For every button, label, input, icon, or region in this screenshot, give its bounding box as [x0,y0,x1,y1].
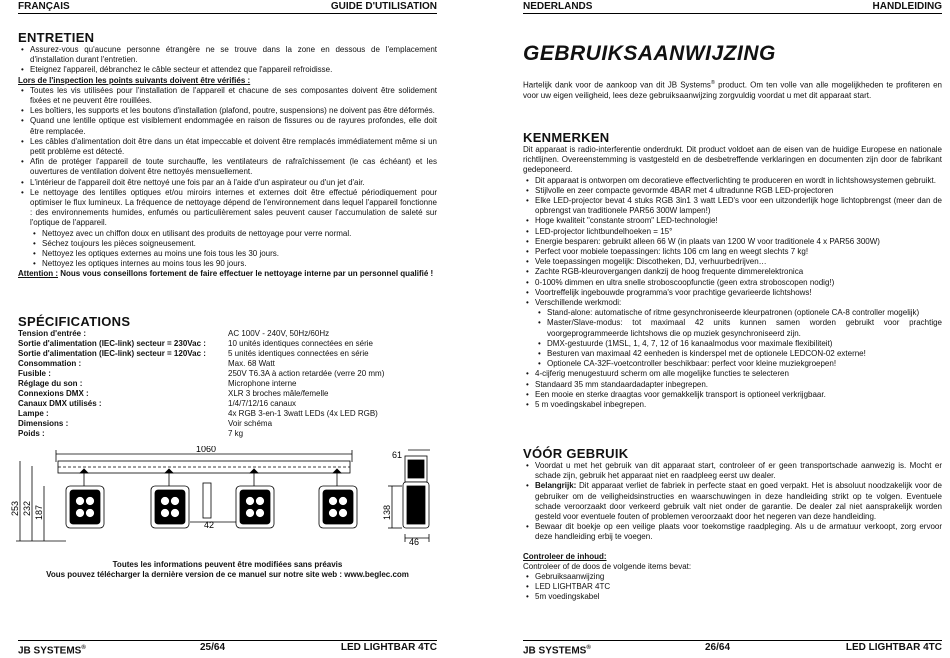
specs-section [18,314,437,439]
list-item: • 5m voedingskabel [535,592,942,602]
list-item: • Dit apparaat is ontworpen om decoratieve effectverlichting te produceren en wordt in lichtshowsystemen gebruikt. [535,176,942,186]
footer-brand [18,641,86,658]
spec-row [18,419,384,429]
header-language: FRANÇAIS [18,1,70,12]
list-item: • DMX-gestuurde (1MSL, 1, 4, 7, 12 of 16 kanaalmodus voor maximale flexibiliteit) [547,339,942,349]
spec-row [18,389,384,399]
specs-table [18,329,384,439]
features-list-continued [523,369,942,410]
right-page [505,0,950,657]
list-item [535,481,942,522]
list-item: • Séchez toujours les pièces soigneusement. [42,239,437,249]
notice-line-1: Toutes les informations peuvent être modifiées sans préavis [112,560,343,569]
important-label: Belangrijk: [535,481,577,491]
inspection-heading: Lors de l'inspection les points suivants doivent être vérifiés : [18,75,251,85]
height-label-232: 232 [22,500,32,516]
list-item: • Verschillende werkmodi: [535,298,942,308]
spec-key: Poids : [18,429,45,438]
spec-value: Voir schéma [228,419,273,428]
work-modes-list [523,308,942,369]
spec-row [18,359,384,369]
spec-key: Canaux DMX utilisés : [18,399,102,408]
header-title: HANDLEIDING [872,1,942,12]
list-item: • Nettoyez les optiques externes au moins une fois tous les 30 jours. [42,249,437,259]
projector-1 [66,473,104,528]
section-title: VÓÓR GEBRUIK [523,446,629,461]
gap-label: 42 [204,520,215,530]
list-item: • Afin de protéger l'appareil de toute surchauffe, les ventilateurs de rafraîchissement (le cas échéant) et les ouvertures de ventilation doivent être nettoyés mensuellement. [30,157,437,177]
brand-text: JB SYSTEMS [523,645,587,657]
list-item: • Zachte RGB-kleurovergangen dankzij de hoog frequente dimmerelektronica [535,267,942,277]
projector-4 [319,473,357,528]
height-label-187: 187 [34,504,44,520]
features-list [523,176,942,309]
side-top-label: 61 [392,450,403,460]
intro-paragraph [523,78,942,101]
spec-row [18,339,384,349]
section-title: KENMERKEN [523,130,610,145]
registered-mark: ® [586,645,591,651]
spec-value: 250V T6.3A à action retardée (verre 20 mm) [228,369,385,378]
list-item: • Hoge kwaliteit "constante stroom" LED-technologie! [535,216,942,226]
entretien-list [18,45,437,76]
spec-key: Dimensions : [18,419,69,428]
projector-3 [236,473,274,528]
spec-row [18,409,384,419]
spec-key: Lampe : [18,409,49,418]
list-item: • Gebruiksaanwijzing [535,572,942,582]
spec-row [18,329,384,339]
list-item: • Stand-alone: automatische of ritme gesynchroniseerde kleurpatronen (optionele CA-8 controller mogelijk) [547,308,942,318]
list-item: • Les boîtiers, les supports et les boutons d'installation (plafond, poutre, suspensions) ne doivent pas être déformés. [30,106,437,116]
footer-model: LED LIGHTBAR 4TC [845,642,942,653]
side-height-label: 138 [382,504,392,520]
list-item: • Quand une lentille optique est visiblement endommagée en raison de fissures ou de rayures profondes, elle doit être remplacée. [30,116,437,136]
spec-value: 4x RGB 3-en-1 3watt LEDs (4x LED RGB) [228,409,378,418]
list-item: • Bewaar dit boekje op een veilige plaats voor toekomstige raadpleging. Als u de armatuur verkoopt, zorg ervoor deze handleiding erbij te voegen. [535,522,942,542]
registered-mark: ® [81,645,86,651]
footer-page-number: 26/64 [705,642,731,653]
list-item: • Eteignez l'appareil, débranchez le câble secteur et attendez que l'appareil refroidisse. [30,65,437,75]
spec-value: Max. 68 Watt [228,359,275,368]
entretien-section [18,30,437,280]
notice [18,560,437,580]
header-title: GUIDE D'UTILISATION [330,1,437,12]
spec-row [18,429,384,439]
spec-row [18,379,384,389]
list-item: • Voortreffelijk ingebouwde programma's voor prachtige gevarieerde lichtshows! [535,288,942,298]
list-item: • Les câbles d'alimentation doit être dans un état impeccable et doivent être remplacés immédiatement même si un petit problème est détecté. [30,137,437,157]
list-item: • Voordat u met het gebruik van dit apparaat start, controleer of er geen transportschade aanwezig is. Mocht er schade zijn, gebruik het apparaat niet en raadpleeg eerst uw dealer. [535,461,942,481]
spec-value: 10 unités identiques connectées en série [228,339,373,348]
list-item: • Nettoyez avec un chiffon doux en utilisant des produits de nettoyage pour verre normal. [42,229,437,239]
list-item: • Standaard 35 mm standaardadapter inbegrepen. [535,380,942,390]
list-item: • Elke LED-projector bevat 4 stuks RGB 3in1 3 watt LED's voor een uitzonderlijk hoge lichtopbrengst (meer dan de opbrengst van traditionele PAR56 300W lampen!) [535,196,942,216]
page-header [523,0,942,14]
list-item: • Toutes les vis utilisées pour l'installation de l'appareil et chacune de ses composantes doivent être solidement fixées et ne peuvent être rouillées. [30,86,437,106]
footer-model: LED LIGHTBAR 4TC [340,642,437,653]
height-label-253: 253 [10,500,20,516]
list-item: • Le nettoyage des lentilles optiques et/ou miroirs internes et externes doit être effectué périodiquement pour optimiser le flux lumineux. La fréquence de nettoyage dépend de l'environnement dans lequel l'appareil fonctionne : des environnements humides, enfumés ou particulièrement sales peuvent causer l'accumulation de saleté sur l'optique de l'appareil. [30,188,437,229]
spec-key: Sortie d'alimentation (IEC-link) secteur = 230Vac : [18,339,206,348]
important-text: Dit apparaat verliet de fabriek in perfecte staat en goed verpakt. Het is absoluut noodzakelijk voor de gebruiker om de veiligheidsinstructies en waarschuwingen in deze handleiding strikt op te volgen. Eventuele schade veroorzaakt door verkeerd gebruik valt niet onder de garantie. De dealer zal niet aansprakelijk worden gesteld voor eventuele fouten of problemen veroorzaakt door het negeren van deze handleiding. [535,481,942,522]
list-item: • Stijlvolle en zeer compacte gevormde 4BAR met 4 ultradunne RGB LED-projectoren [535,186,942,196]
spec-row [18,349,384,359]
attention-text: Nous vous conseillons fortement de faire effectuer le nettoyage interne par un personnel qualifié ! [58,269,434,279]
left-page [0,0,445,657]
intro-text-b: product. Om ten volle van alle mogelijkheden te profiteren en voor uw eigen veiligheid, lees deze gebruiksaanwijzing zorgvuldig voordat u met dit apparaat start. [523,80,942,100]
registered-mark: ® [710,80,715,86]
page-footer [18,640,437,655]
kenmerken-intro: Dit apparaat is radio-interferentie onderdrukt. Dit product voldoet aan de eisen van de huidige Europese en nationale richtlijnen. Overeenstemming is vastgesteld en de desbetreffende verklaringen en documenten zijn door de fabrikant gedeponeerd. [523,145,942,175]
list-item: • 0-100% dimmen en ultra snelle stroboscoopfunctie (geen extra stroboscopen nodig!) [535,278,942,288]
kenmerken-section [523,130,942,410]
list-item: • 5 m voedingskabel inbegrepen. [535,400,942,410]
list-item: • Optionele CA-32F-voetcontroller beschikbaar: perfect voor kleine muziekgroepen! [547,359,942,369]
list-item: • Assurez-vous qu'aucune personne étrangère ne se trouve dans la zone en dessous de l'emplacement d'installation durant l'entretien. [30,45,437,65]
footer-brand [523,641,591,658]
list-item: • Besturen van maximaal 42 eenheden is kinderspel met de optionele LEDCON-02 externe! [547,349,942,359]
list-item: • L'intérieur de l'appareil doit être nettoyé une fois par an à l'aide d'un aspirateur ou d'un jet d'air. [30,178,437,188]
projector-2 [151,473,189,528]
dimension-diagram [10,446,442,546]
inspection-list [18,86,437,229]
spec-key: Fusible : [18,369,51,378]
list-item: • Nettoyez les optiques internes au moins tous les 90 jours. [42,259,437,269]
spec-key: Connexions DMX : [18,389,89,398]
list-item: • LED-projector lichtbundelhoeken = 15° [535,227,942,237]
attention-note [18,269,437,279]
width-label: 1060 [196,446,217,454]
document-title: GEBRUIKSAANWIJZING [523,42,776,65]
notice-line-2: Vous pouvez télécharger la dernière version de ce manuel sur notre site web : www.beglec.com [46,570,409,580]
intro-text-a: Hartelijk dank voor de aankoop van dit JB Systems [523,80,711,90]
contents-heading: Controleer de inhoud: [523,551,607,561]
attention-label: Attention : [18,269,58,279]
brand-text: JB SYSTEMS [18,645,82,657]
footer-page-number: 25/64 [200,642,226,653]
spec-row [18,399,384,409]
spec-value: XLR 3 broches mâle/femelle [228,389,329,398]
list-item: • Perfect voor mobiele toepassingen: lichts 106 cm lang en weegt slechts 7 kg! [535,247,942,257]
header-language: NEDERLANDS [523,1,593,12]
spec-key: Tension d'entrée : [18,329,86,338]
section-title: ENTRETIEN [18,30,95,45]
spec-key: Consommation : [18,359,82,368]
section-title: SPÉCIFICATIONS [18,314,131,329]
page-footer [523,640,942,655]
list-item: • 4-cijferig menugestuurd scherm om alle mogelijke functies te selecteren [535,369,942,379]
intro-section [523,42,942,101]
contents-list [523,572,942,603]
spec-value: Microphone interne [228,379,297,388]
spec-value: 1/4/7/12/16 canaux [228,399,297,408]
list-item: • LED LIGHTBAR 4TC [535,582,942,592]
spec-key: Réglage du son : [18,379,83,388]
spec-value: 5 unités identiques connectées en série [228,349,369,358]
list-item: • Vele toepassingen mogelijk: Discotheken, DJ, verhuurbedrijven… [535,257,942,267]
page-header [18,0,437,14]
list-item: • Een mooie en sterke draagtas voor gemakkelijk transport is optioneel verkrijgbaar. [535,390,942,400]
spec-value: 7 kg [228,429,244,438]
list-item: • Master/Slave-modus: tot maximaal 42 units kunnen samen worden gebruikt voor prachtige voorgeprogrammeerde lichtshows die op muziek gesynchroniseerd zijn. [547,318,942,338]
list-item: • Energie besparen: gebruikt alleen 66 W (in plaats van 1200 W voor traditionele 4 x PAR56 300W) [535,237,942,247]
side-width-label: 46 [409,537,420,546]
spec-key: Sortie d'alimentation (IEC-link) secteur = 120Vac : [18,349,206,358]
contents-intro: Controleer of de doos de volgende items bevat: [523,561,692,571]
spec-value: AC 100V - 240V, 50Hz/60Hz [228,329,330,338]
voor-gebruik-section [523,446,942,603]
voor-gebruik-list [523,461,942,543]
spec-row [18,369,384,379]
cleaning-list [18,229,437,270]
